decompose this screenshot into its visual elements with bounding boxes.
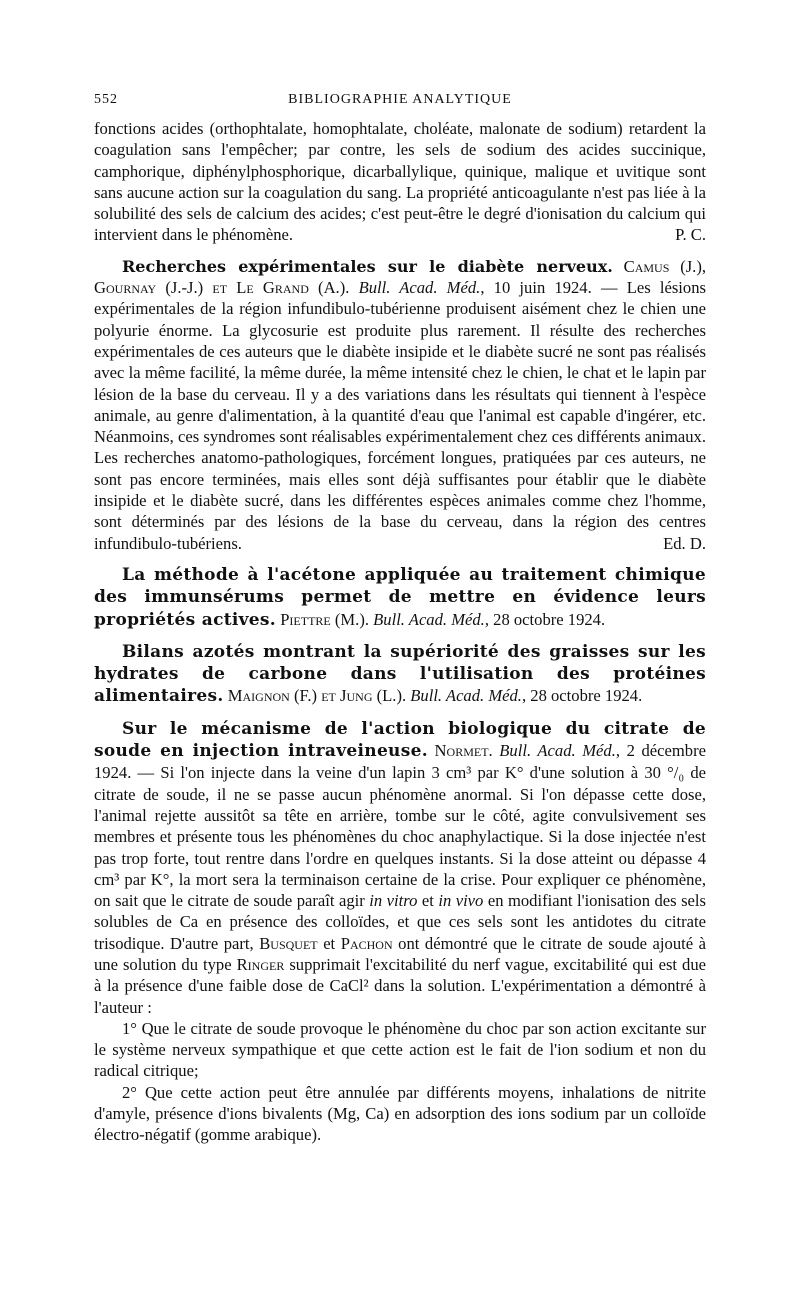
entry-body-part: en modifiant l'ionisation des sels solubles de Ca en présence des colloïdes, et que ces sels sont les antidotes du citrate trisodique. D'autre part, <box>94 891 706 953</box>
entry-title: Recherches expérimentales sur le diabète nerveux. <box>122 256 613 276</box>
entry-authors: Normet. <box>434 741 493 761</box>
entry-date: , 28 octobre 1924. <box>484 609 606 629</box>
conjunction: et <box>323 933 336 953</box>
entry-authors: Camus (J.), Gournay (J.-J.) et Le Grand (A.). <box>94 256 707 298</box>
entry-body-part: ont démontré que le citrate de soude ajouté à une solution du type <box>94 933 707 974</box>
continuation-paragraph <box>94 118 706 246</box>
numbered-point-1: 1° Que le citrate de soude provoque le phénomène du choc par son action excitante sur le système nerveux sympathique et que cette action est le fait de l'ion sodium et non du radical citrique; <box>94 1018 706 1081</box>
signature-pc: P. C. <box>675 225 706 245</box>
entry-body: — Les lésions expérimentales de la région infundibulo-tubérienne produisent aisément chez le chien une polyurie énorme. La glycosurie est produite plus rarement. Il résulte des recherches expérimentales de ces auteurs que le diabète insipide et le diabète sucré ne sont pas réalisés avec la même facilité, la même durée, la même intensité chez le chien, le chat et le lapin par lésion de la base du cerveau. Il y a des variations dans les résultats qui tiennent à l'espèce animale, au genre d'alimentation, à la quantité d'eau que l'animal est capable d'ingérer, etc. Néanmoins, ces syndromes sont réalisables expérimentalement chez ces différents animaux. Les recherches anatomo-pathologiques, forcément longues, pratiquées par ces auteurs, ne sont pas encore terminées, mais elles sont déjà suffisantes pour établir que le diabète insipide et le diabète sucré, dans les différentes espèces animales comme chez l'homme, sont déterminés par des lésions de la base du cerveau, dans la région des centres infundibulo-tubériens. <box>94 278 706 553</box>
entry-authors: Piettre (M.). <box>280 609 369 629</box>
signature-edd: Ed. D. <box>663 533 706 553</box>
entry-citrate-soude <box>94 718 706 1018</box>
author-name-ringer: Ringer <box>236 954 285 974</box>
entry-body-part: — Si l'on injecte dans la veine d'un lapin 3 cm³ par K° d'une solution à 30 °/₀ de citrate de soude, il ne se passe aucun phénomène anormal. Si l'on dépasse cette dose, l'animal rejette aussitôt sa tête en arrière, tombe sur le côté, agite convulsivement ses membres et présente tous les phénomènes du choc anaphylactique. Si la dose injectée n'est pas trop forte, tout rentre dans l'ordre en quelques instants. Si la dose atteint ou dépasse 4 cm³ par K°, la mort sera la terminaison certaine de la crise. Pour expliquer ce phénomène, on sait que le citrate de soude paraît agir <box>94 763 706 911</box>
page-number: 552 <box>94 92 118 107</box>
entry-journal: Bull. Acad. Méd. <box>373 609 485 629</box>
in-vivo-term: in vivo <box>438 891 484 911</box>
entry-body-part: supprimait l'excitabilité du nerf vague, excitabilité qui est due à la présence d'une faible dose de CaCl² dans la solution. L'expérimentation a démontré à l'auteur : <box>94 954 706 1017</box>
conjunction: et <box>421 891 434 911</box>
running-title: BIBLIOGRAPHIE ANALYTIQUE <box>288 92 512 107</box>
entry-date: , 2 décembre 1924. <box>94 741 707 783</box>
in-vitro-term: in vitro <box>369 891 418 911</box>
entry-journal: Bull. Acad. Méd. <box>358 278 481 298</box>
entry-date: , 28 octobre 1924. <box>521 686 643 706</box>
entry-date: , 10 juin 1924. <box>480 278 592 298</box>
running-head <box>94 92 706 118</box>
numbered-point-2: 2° Que cette action peut être annulée par différents moyens, inhalations de nitrite d'amyle, présence d'ions bivalents (Mg, Ca) en adsorption des ions sodium par un colloïde électro-négatif (gomme arabique). <box>94 1082 706 1145</box>
entry-title: Bilans azotés montrant la supériorité des graisses sur les hydrates de carbone dans l'utilisation des protéines alimentaires. <box>94 641 706 707</box>
entry-title: Sur le mécanisme de l'action biologique du citrate de soude en injection intraveineuse. <box>94 718 706 762</box>
entry-title: La méthode à l'acétone appliquée au traitement chimique des immunsérums permet de mettre en évidence leurs propriétés actives. <box>94 564 706 630</box>
entry-authors: Maignon (F.) et Jung (L.). <box>227 686 407 706</box>
author-name-pachon: Pachon <box>340 933 393 953</box>
entry-acetone <box>94 564 706 631</box>
entry-journal: Bull. Acad. Méd. <box>499 741 616 761</box>
entry-bilans-azotes <box>94 641 706 708</box>
entry-journal: Bull. Acad. Méd. <box>410 686 522 706</box>
continuation-text: fonctions acides (orthophtalate, homophtalate, choléate, malonate de sodium) retardent la coagulation sans l'empêcher; par contre, les sels de sodium des acides succinique, camphorique, diphénylphosphorique, dicarballylique, quinique, malique et uvitique sont sans aucune action sur la coagulation du sang. La propriété anticoagulante n'est pas liée à la solubilité des sels de calcium des acides; c'est peut-être le degré d'ionisation du calcium qui intervient dans le phénomène. <box>94 119 706 245</box>
author-name-busquet: Busquet <box>259 933 318 953</box>
entry-diabete-nerveux <box>94 256 706 554</box>
